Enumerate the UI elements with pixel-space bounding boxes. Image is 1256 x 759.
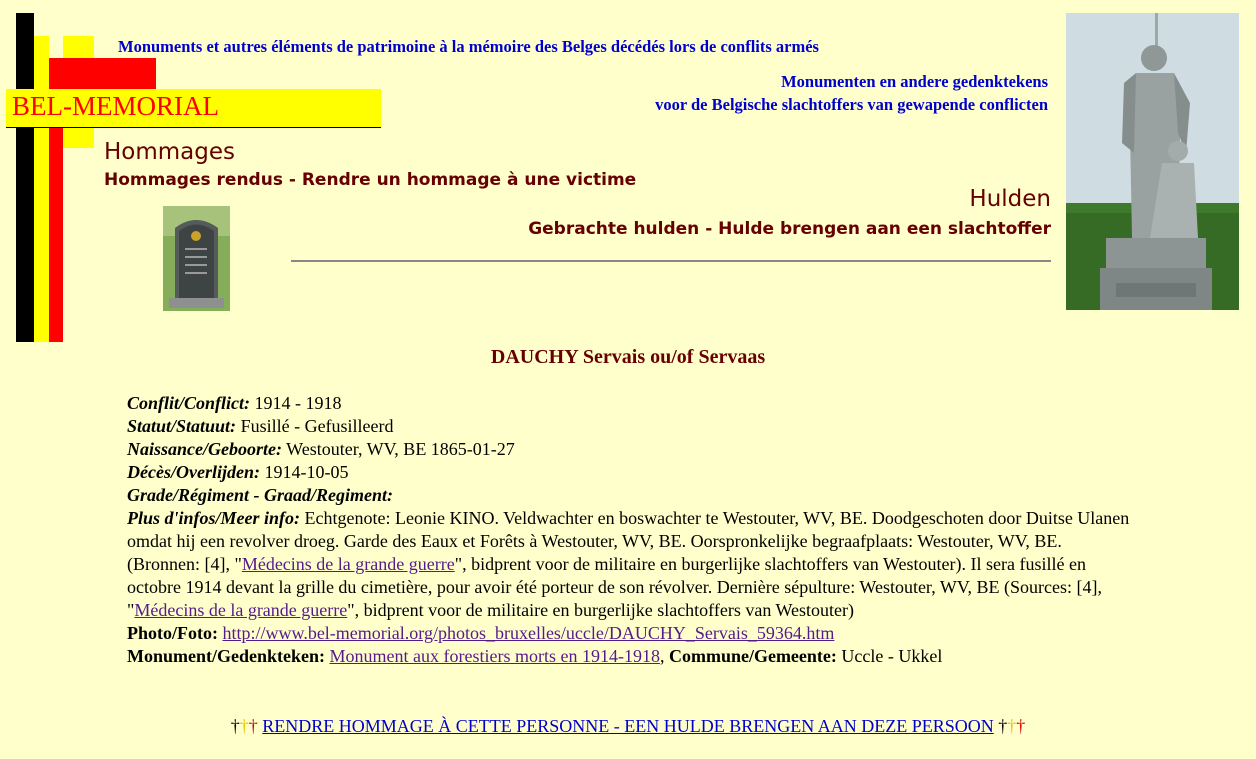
status-value: Fusillé - Gefusilleerd xyxy=(236,416,394,436)
info-text-2: ", bidprent voor de militaire en burgerlijke slachtoffers van Westouter). Il sera fusillé en octobre 1914 devant la grille du cimetière, pour avoir été porteur de son révolver. Dernière sépulture: Westouter, WV, BE (Sources: [4], " xyxy=(127,554,1103,620)
conflict-label: Conflit/Conflict: xyxy=(127,393,251,413)
tagline-fr: Monuments et autres éléments de patrimoine à la mémoire des Belges décédés lors de conflits armés xyxy=(118,37,819,56)
photo-link[interactable]: http://www.bel-memorial.org/photos_bruxelles/uccle/DAUCHY_Servais_59364.htm xyxy=(222,623,835,643)
death-label: Décès/Overlijden: xyxy=(127,462,260,482)
photo-label: Photo/Foto: xyxy=(127,623,218,643)
dagger-black-icon: † xyxy=(998,716,1008,736)
commune-value: Uccle - Ukkel xyxy=(836,646,943,666)
birth-label: Naissance/Geboorte: xyxy=(127,439,282,459)
dagger-black-icon: † xyxy=(230,716,240,736)
tagline-nl-line-2: voor de Belgische slachtoffers van gewapende conflicten xyxy=(655,95,1048,114)
death-value: 1914-10-05 xyxy=(259,462,349,482)
section-title-nl: Hulden xyxy=(969,186,1051,212)
info-link-medecins-2[interactable]: Médecins de la grande guerre xyxy=(134,600,348,620)
status-label: Statut/Statuut: xyxy=(127,416,237,436)
dagger-red-icon: † xyxy=(1016,716,1026,736)
person-name: DAUCHY Servais ou/of Servaas xyxy=(490,346,766,368)
tribute-cta xyxy=(0,716,1256,737)
monument-statue-photo[interactable] xyxy=(1066,13,1239,310)
person-details xyxy=(127,392,1137,668)
info-text-3: ", bidprent voor de militaire en burgerlijke slachtoffers van Westouter) xyxy=(347,600,855,620)
photo-row xyxy=(127,622,1137,645)
info-link-medecins-1[interactable]: Médecins de la grande guerre xyxy=(241,554,455,574)
divider xyxy=(291,260,1051,262)
tribute-link[interactable]: RENDRE HOMMAGE À CETTE PERSONNE - EEN HULDE BRENGEN AAN DEZE PERSOON xyxy=(262,716,994,736)
grave-photo-thumbnail[interactable] xyxy=(163,206,230,311)
flag-black-bar xyxy=(16,13,34,342)
dagger-yellow-icon: † xyxy=(1007,716,1017,736)
section-title-fr: Hommages xyxy=(104,139,236,165)
monument-row: Monument/Gedenkteken: Monument aux forestiers morts en 1914-1918, Commune/Gemeente: Uccle - Ukkel xyxy=(127,646,943,666)
site-logo[interactable]: BEL-MEMORIAL xyxy=(12,91,219,121)
grade-row xyxy=(127,484,1137,507)
birth-value: Westouter, WV, BE 1865-01-27 xyxy=(281,439,515,459)
info-row xyxy=(127,507,1137,622)
death-row xyxy=(127,461,1137,484)
dagger-yellow-icon: † xyxy=(239,716,249,736)
tagline-nl xyxy=(655,70,1048,116)
section-subtitle-nl: Gebrachte hulden - Hulde brengen aan een slachtoffer xyxy=(528,219,1051,239)
info-label: Plus d'infos/Meer info: xyxy=(127,508,301,528)
monument-label: Monument/Gedenkteken: xyxy=(127,646,325,666)
tagline-nl-line-1: Monumenten en andere gedenktekens xyxy=(781,72,1048,91)
monument-link[interactable]: Monument aux forestiers morts en 1914-1918 xyxy=(329,646,660,666)
flag-yellow-bar xyxy=(34,36,49,342)
status-row xyxy=(127,415,1137,438)
info-text-1: Echtgenote: Leonie KINO. Veldwachter en boswachter te Westouter, WV, BE. Doodgeschoten door Duitse Ulanen omdat hij een revolver droeg. Garde des Eaux et Forêts à Westouter, WV, BE. Oorspronkelijke begraafplaats: Westouter, WV, BE. (Bronnen: [4], " xyxy=(127,508,1130,574)
flag-red-block xyxy=(49,58,156,89)
birth-row xyxy=(127,438,1137,461)
section-subtitle-fr: Hommages rendus - Rendre un hommage à une victime xyxy=(104,170,637,190)
dagger-red-icon: † xyxy=(248,716,258,736)
flag-yellow-tail xyxy=(63,128,94,148)
conflict-row xyxy=(127,392,1137,415)
conflict-value: 1914 - 1918 xyxy=(250,393,342,413)
grade-label: Grade/Régiment - Graad/Regiment: xyxy=(127,485,393,505)
commune-label: Commune/Gemeente: xyxy=(668,646,837,666)
